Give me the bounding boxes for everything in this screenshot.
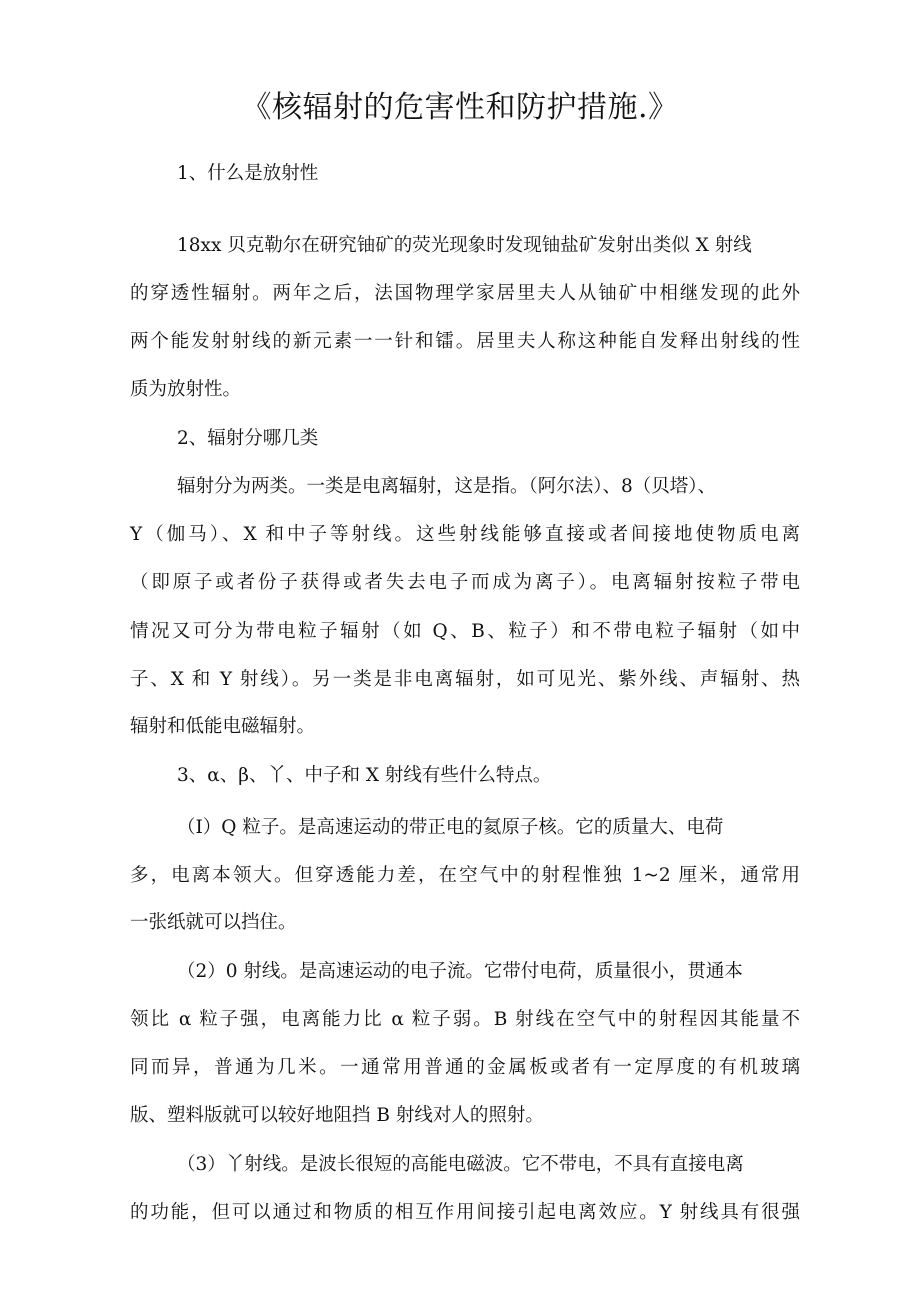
- section-heading-3: 3、α、β、丫、中子和 X 射线有些什么特点。: [177, 765, 552, 786]
- document-title: 《核辐射的危害性和防护措施.》: [241, 90, 679, 125]
- paragraph-line: 辐射分为两类。一类是电离辐射，这是指。（阿尔法）、8（贝塔）、: [177, 476, 717, 497]
- paragraph-line: 的穿透性辐射。两年之后，法国物理学家居里夫人从铀矿中相继发现的此外: [130, 283, 800, 304]
- section-heading-1: 1、什么是放射性: [177, 163, 319, 184]
- paragraph-line: 18xx 贝克勒尔在研究铀矿的荧光现象时发现铀盐矿发射出类似 X 射线: [177, 235, 752, 256]
- paragraph-line: 版、塑料版就可以较好地阻挡 B 射线对人的照射。: [130, 1105, 544, 1126]
- paragraph-line: 两个能发射射线的新元素一一针和镭。居里夫人称这种能自发释出射线的性: [130, 331, 800, 352]
- paragraph-line: 的功能，但可以通过和物质的相互作用间接引起电离效应。Y 射线具有很强: [130, 1202, 800, 1223]
- paragraph-line: （2）0 射线。是高速运动的电子流。它带付电荷，质量很小，贯通本: [177, 961, 743, 982]
- paragraph-line: 子、X 和 Y 射线）。另一类是非电离辐射，如可见光、紫外线、声辐射、热: [130, 669, 800, 690]
- paragraph-line: （I）Q 粒子。是高速运动的带正电的氦原子核。它的质量大、电荷: [177, 817, 724, 838]
- paragraph-line: 一张纸就可以挡住。: [130, 912, 297, 933]
- paragraph-line: 多，电离本领大。但穿透能力差，在空气中的射程惟独 1~2 厘米，通常用: [130, 865, 800, 886]
- paragraph-line: 同而异，普通为几米。一通常用普通的金属板或者有一定厚度的有机玻璃: [130, 1057, 800, 1078]
- section-heading-2: 2、辐射分哪几类: [177, 428, 319, 449]
- paragraph-line: 辐射和低能电磁辐射。: [130, 716, 316, 737]
- paragraph-line: Y（伽马）、X 和中子等射线。这些射线能够直接或者间接地使物质电离: [130, 524, 800, 545]
- paragraph-line: 领比 α 粒子强，电离能力比 α 粒子弱。B 射线在空气中的射程因其能量不: [130, 1009, 800, 1030]
- paragraph-line: （3）丫射线。是波长很短的高能电磁波。它不带电，不具有直接电离: [177, 1154, 744, 1175]
- paragraph-line: 质为放射性。: [130, 379, 242, 400]
- paragraph-line: 情况又可分为带电粒子辐射（如 Q、B、粒子）和不带电粒子辐射（如中: [130, 621, 800, 642]
- paragraph-line: （即原子或者份子获得或者失去电子而成为离子）。电离辐射按粒子带电: [130, 572, 800, 593]
